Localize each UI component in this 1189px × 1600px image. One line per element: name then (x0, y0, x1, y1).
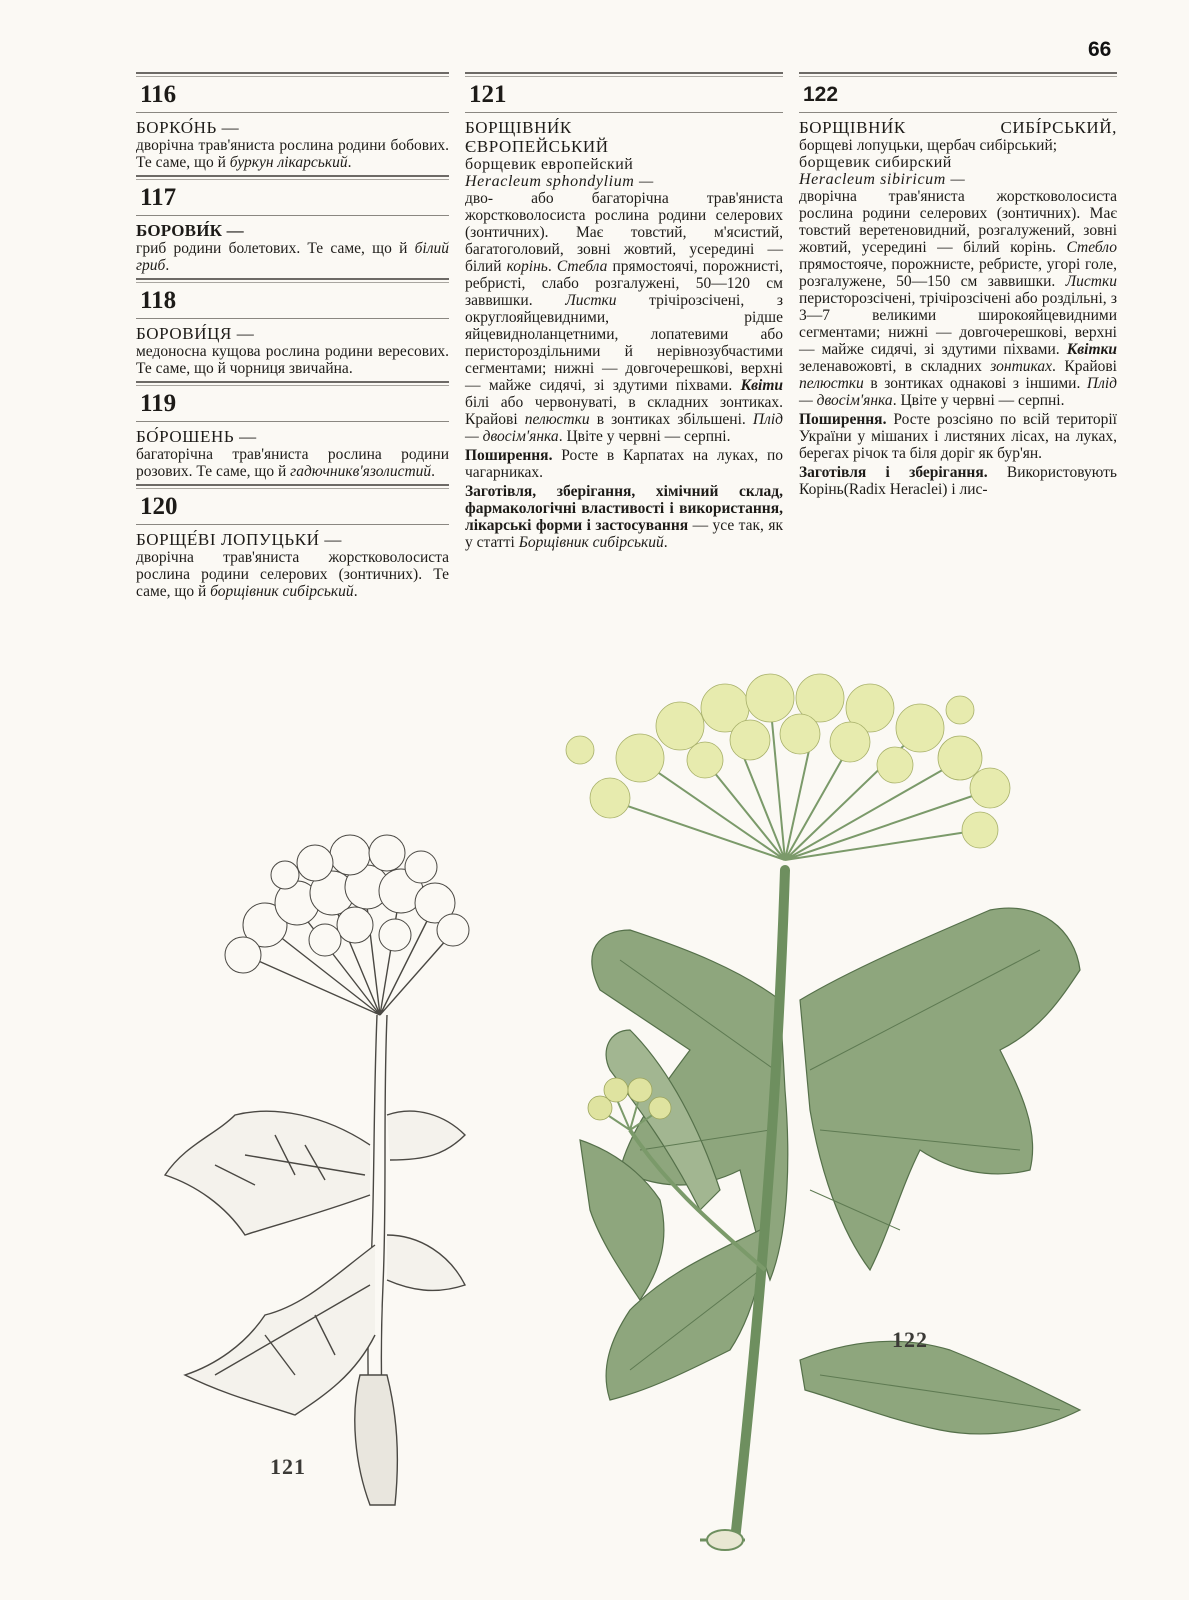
spread-paragraph (799, 411, 1117, 462)
entry-title: БОРОВИ́К — (136, 221, 244, 240)
entry-title-line2: ЄВРОПЕЙСЬКИЙ (465, 137, 609, 156)
spread-label: Поширення. (799, 411, 887, 428)
harvest-label: Заготівля, зберігання, хімічний склад, фармакологічні властивості і використання, лікарські форми і застосування (465, 483, 783, 534)
entry-number: 118 (140, 287, 177, 314)
entry-body: багаторічна трав'яниста рослина родини розових. Те саме, що й гадючникв'язолистий. (136, 446, 449, 480)
entry-119 (136, 381, 449, 480)
entry-header (136, 278, 449, 319)
entry-title: БОРОВИ́ЦЯ — (136, 324, 255, 343)
harvest-paragraph (465, 483, 783, 551)
entry-number: 116 (140, 81, 177, 108)
spread-label: Поширення. (465, 447, 553, 464)
column-1 (136, 72, 449, 604)
russian-name: борщевик европейский (465, 156, 634, 173)
entry-body: гриб родини болетових. Те саме, що й білий гриб. (136, 240, 449, 274)
column-2 (465, 72, 783, 555)
entry-121 (465, 72, 783, 551)
harvest-paragraph (799, 464, 1117, 498)
spread-paragraph (465, 447, 783, 481)
entry-122 (799, 72, 1117, 498)
entry-header (136, 381, 449, 422)
figure-label-121: 121 (270, 1454, 306, 1479)
illustration-heracleum-sibiricum (520, 670, 1100, 1570)
entry-body: дворічна трав'яниста жорстковолосиста рослина родини селерових (зонтичних). Має товстий веретеновидний, розгалужений, зовні жовтий, усередині — білий корінь. Стебло прямостояче, порожнисте, ребристе, угорі голе, розгалужене, 50—150 см заввишки. Листки перисторозсічені, трічірозсічені або роздільні, з 3—7 великими широкояйцевидними сегментами; нижні — довгочерешкові, верхні — майже сидячі, зі здутими піхвами. Квітки зеленавожовті, в складних зонтиках. Крайові пелюстки в зонтиках однакові з іншими. Плід — двосім'янка. Цвіте у червні — серпні. (799, 188, 1117, 409)
harvest-label: Заготівля і зберігання. (799, 464, 988, 481)
spread-text: Росте розсіяно по всій території України у мішаних і листяних лісах, на луках, берегах річок та біля доріг як бур'ян. (799, 411, 1117, 462)
entry-title: БОРЩІВНИ́К (465, 118, 572, 137)
harvest-text: Використовують Корінь(Radix Heraclei) і лис- (799, 464, 1117, 498)
entry-number: 122 (803, 83, 839, 106)
entry-header (136, 175, 449, 216)
entry-body: дво- або багаторічна трав'яниста жорстковолосиста рослина родини селерових (зонтичних). Має товстий, м'ясистий, багатоголовий, зовні жовтий, усередині — білий корінь. Стебла прямостоячі, порожнисті, ребристі, слабо розгалужені, 50—120 см заввишки. Листки трічірозсічені, з округлояйцевидними, рідше яйцевидноланцетними, лопатевими або перистороздільними й нерівнозубчастими сегментами; нижні — довгочерешкові, верхні — майже сидячі, зі здутими піхвами. Квіти білі або червонуваті, в складних зонтиках. Крайові пелюстки в зонтиках збільшені. Плід — двосім'янка. Цвіте у червні — серпні. (465, 190, 783, 445)
entry-header (136, 72, 449, 113)
entry-title: БО́РОШЕНЬ — (136, 427, 257, 446)
entry-number: 117 (140, 184, 177, 211)
entry-116 (136, 72, 449, 171)
entry-header (465, 72, 783, 113)
entry-title: БОРЩІВНИ́К СИБІ́РСЬКИЙ, (799, 118, 1117, 137)
entry-header (799, 72, 1117, 113)
entry-118 (136, 278, 449, 377)
entry-body: дворічна трав'яниста жорстковолосиста рослина родини селерових (зонтичних). Те саме, що й борщівник сибірський. (136, 549, 449, 600)
entry-number: 119 (140, 390, 177, 417)
harvest-text: — усе так, як у статті Борщівник сибірський. (465, 517, 783, 551)
entry-117 (136, 175, 449, 274)
latin-name: Heracleum sibiricum — (799, 171, 966, 188)
column-3 (799, 72, 1117, 502)
figure-label-122: 122 (892, 1327, 928, 1352)
illustration-heracleum-sphondylium (125, 815, 470, 1515)
entry-number: 121 (469, 81, 507, 108)
spread-text: Росте в Карпатах на луках, по чагарниках. (465, 447, 783, 481)
entry-header (136, 484, 449, 525)
synonyms: борщеві лопуцьки, щербач сибірський; (799, 137, 1058, 154)
entry-number: 120 (140, 493, 178, 520)
entry-120 (136, 484, 449, 600)
russian-name: борщевик сибирский (799, 154, 952, 171)
entry-title: БОРКО́НЬ — (136, 118, 240, 137)
entry-body: медоносна кущова рослина родини вересових. Те саме, що й чорниця звичайна. (136, 343, 449, 377)
entry-title: БОРЩЕ́ВІ ЛОПУЦЬКИ́ — (136, 530, 342, 549)
entry-body: дворічна трав'яниста рослина родини бобових. Те саме, що й буркун лікарський. (136, 137, 449, 171)
page-number: 66 (1088, 38, 1112, 61)
latin-name: Heracleum sphondylium — (465, 173, 654, 190)
